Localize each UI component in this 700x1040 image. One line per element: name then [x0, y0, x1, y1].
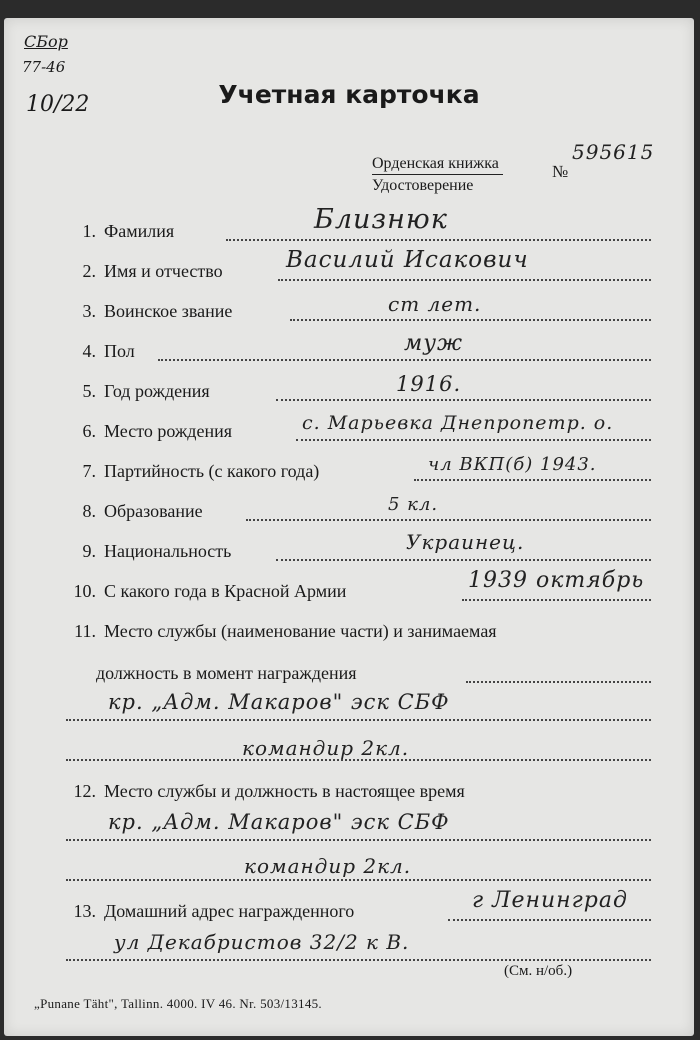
- order-number: 595615: [572, 140, 655, 164]
- field-row-3: [4, 301, 694, 331]
- printer-imprint: „Punane Täht", Tallinn. 4000. IV 46. Nr. 503/13145.: [34, 996, 322, 1011]
- order-book-line1: Орденская книжка: [372, 153, 503, 175]
- field-label: Год рождения: [104, 381, 210, 401]
- field-label: Место рождения: [104, 421, 233, 441]
- field-num: 5.: [82, 381, 96, 401]
- field-num: 12.: [73, 781, 96, 801]
- field-row-11: [4, 621, 694, 651]
- see-back-note: (См. н/об.): [504, 963, 573, 979]
- field-value-service-award: кр. „Адм. Макаров" эск СБФ: [108, 690, 450, 714]
- field-row-9: [4, 541, 694, 571]
- field-num: 11.: [74, 621, 96, 641]
- fill-line: [276, 559, 651, 561]
- fill-line: [278, 279, 651, 281]
- field-value-address-street: ул Декабристов 32/2 к В.: [114, 930, 410, 954]
- record-card: [4, 18, 694, 1036]
- field-label: Пол: [104, 341, 135, 361]
- fill-line: [290, 319, 651, 321]
- field-num: 7.: [82, 461, 96, 481]
- field-num: 10.: [73, 581, 96, 601]
- field-num: 6.: [82, 421, 96, 441]
- field-label: Имя и отчество: [104, 261, 223, 281]
- field-num: 8.: [82, 501, 96, 521]
- field-num: 3.: [82, 301, 96, 321]
- field-label: Национальность: [104, 541, 232, 561]
- field-label: Фамилия: [104, 221, 175, 241]
- field-value-nationality: Украинец.: [406, 530, 525, 554]
- field-label: Партийность (с какого года): [104, 461, 320, 481]
- field-row-8: [4, 501, 694, 531]
- fill-line: [66, 719, 651, 721]
- fill-line: [414, 479, 651, 481]
- field-value-service-now: кр. „Адм. Макаров" эск СБФ: [108, 810, 450, 834]
- fill-line: [66, 879, 651, 881]
- field-value-address-city: г Ленинград: [472, 888, 628, 913]
- corner-note-1: СБор: [24, 32, 68, 51]
- field-label: С какого года в Красной Армии: [104, 581, 347, 601]
- field-num: 9.: [82, 541, 96, 561]
- field-label: Образование: [104, 501, 203, 521]
- field-value-army-since: 1939 октябрь: [468, 568, 645, 593]
- field-label: Домашний адрес награжденного: [104, 901, 355, 921]
- fill-line: [226, 239, 651, 241]
- fill-line: [276, 399, 651, 401]
- field-label: Место службы и должность в настоящее время: [104, 781, 465, 801]
- field-row-4: [4, 341, 694, 371]
- field-label: Воинское звание: [104, 301, 233, 321]
- fill-line: [158, 359, 651, 361]
- order-book-label: [372, 153, 503, 196]
- field-value-sex: муж: [404, 331, 464, 356]
- fill-line: [462, 599, 651, 601]
- corner-note-3: 10/22: [26, 92, 90, 117]
- field-value-position-award: командир 2кл.: [242, 736, 410, 760]
- field-value-surname: Близнюк: [314, 204, 448, 235]
- fill-line: [246, 519, 651, 521]
- field-value-birthplace: с. Марьевка Днепропетр. о.: [302, 412, 614, 434]
- corner-note-2: 77-46: [22, 58, 66, 76]
- field-num: 1.: [82, 221, 96, 241]
- field-value-party: чл ВКП(б) 1943.: [428, 454, 597, 475]
- field-value-name: Василий Исакович: [286, 247, 529, 273]
- field-row-12: [4, 781, 694, 811]
- field-value-education: 5 кл.: [388, 494, 439, 515]
- fill-line: [66, 959, 651, 961]
- fill-line: [66, 839, 651, 841]
- fill-line: [66, 759, 651, 761]
- field-value-rank: ст лет.: [388, 292, 482, 316]
- field-num: 2.: [82, 261, 96, 281]
- fill-line: [296, 439, 651, 441]
- field-label-cont: должность в момент награждения: [96, 663, 357, 683]
- field-label: Место службы (наименование части) и занимаемая: [104, 621, 497, 641]
- field-value-birth-year: 1916.: [396, 372, 462, 396]
- order-book-line2: Удостоверение: [372, 177, 474, 194]
- field-num: 13.: [73, 901, 96, 921]
- card-title: Учетная карточка: [218, 80, 480, 109]
- fill-line: [448, 919, 651, 921]
- number-label: №: [552, 162, 569, 181]
- field-row-5: [4, 381, 694, 411]
- fill-line: [466, 681, 651, 683]
- field-num: 4.: [82, 341, 96, 361]
- field-value-position-now: командир 2кл.: [244, 854, 412, 878]
- field-row-11-cont: [4, 663, 694, 693]
